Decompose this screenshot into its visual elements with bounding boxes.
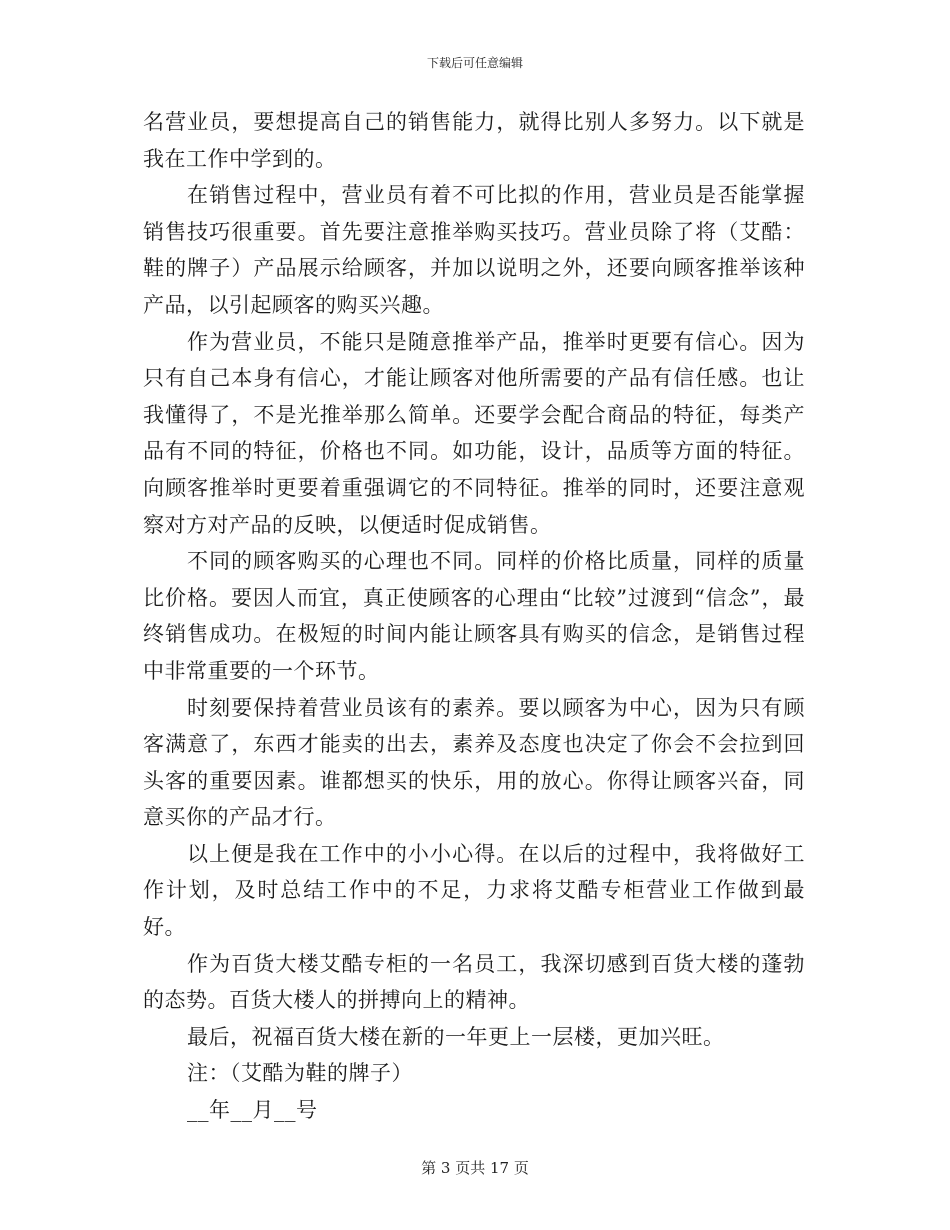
- page-header: 下载后可任意编辑: [426, 56, 523, 70]
- paragraph-3: 作为营业员，不能只是随意推举产品，推举时更要有信心。因为只有自己本身有信心，才能让顾客对他所需要的产品有信任感。也让我懂得了，不是光推举那么简单。还要学会配合商品的特征，每类产品有不同的特征，价格也不同。如功能，设计，品质等方面的特征。向顾客推举时更要着重强调它的不同特征。推举的同时，还要注意观察对方对产品的反映，以便适时促成销售。: [143, 329, 805, 537]
- page-number: 第 3 页共 17 页: [421, 1159, 529, 1177]
- paragraph-4: 不同的顾客购买的心理也不同。同样的价格比质量，同样的质量比价格。要因人而宜，真正使顾客的心理由“比较”过渡到“信念”，最终销售成功。在极短的时间内能让顾客具有购买的信念，是销售过程中非常重要的一个环节。: [143, 549, 805, 683]
- paragraph-2: 在销售过程中，营业员有着不可比拟的作用，营业员是否能掌握销售技巧很重要。首先要注意推举购买技巧。营业员除了将（艾酷：鞋的牌子）产品展示给顾客，并加以说明之外，还要向顾客推举该种产品，以引起顾客的购买兴趣。: [143, 183, 805, 317]
- note-line: 注：（艾酷为鞋的牌子）: [187, 1061, 413, 1086]
- paragraph-5: 时刻要保持着营业员该有的素养。要以顾客为中心，因为只有顾客满意了，东西才能卖的出去，素养及态度也决定了你会不会拉到回头客的重要因素。谁都想买的快乐，用的放心。你得让顾客兴奋，同意买你的产品才行。: [143, 695, 805, 830]
- paragraph-1: 名营业员，要想提高自己的销售能力，就得比别人多努力。以下就是我在工作中学到的。: [143, 110, 805, 171]
- date-line: __年__月__号: [187, 1098, 318, 1123]
- paragraph-6: 以上便是我在工作中的小小心得。在以后的过程中，我将做好工作计划，及时总结工作中的不足，力求将艾酷专柜营业工作做到最好。: [143, 841, 805, 940]
- document-body: [143, 104, 805, 1129]
- paragraph-7: 作为百货大楼艾酷专柜的一名员工，我深切感到百货大楼的蓬勃的态势。百货大楼人的拼搏向上的精神。: [143, 951, 805, 1013]
- paragraph-8: 最后，祝福百货大楼在新的一年更上一层楼，更加兴旺。: [187, 1024, 725, 1049]
